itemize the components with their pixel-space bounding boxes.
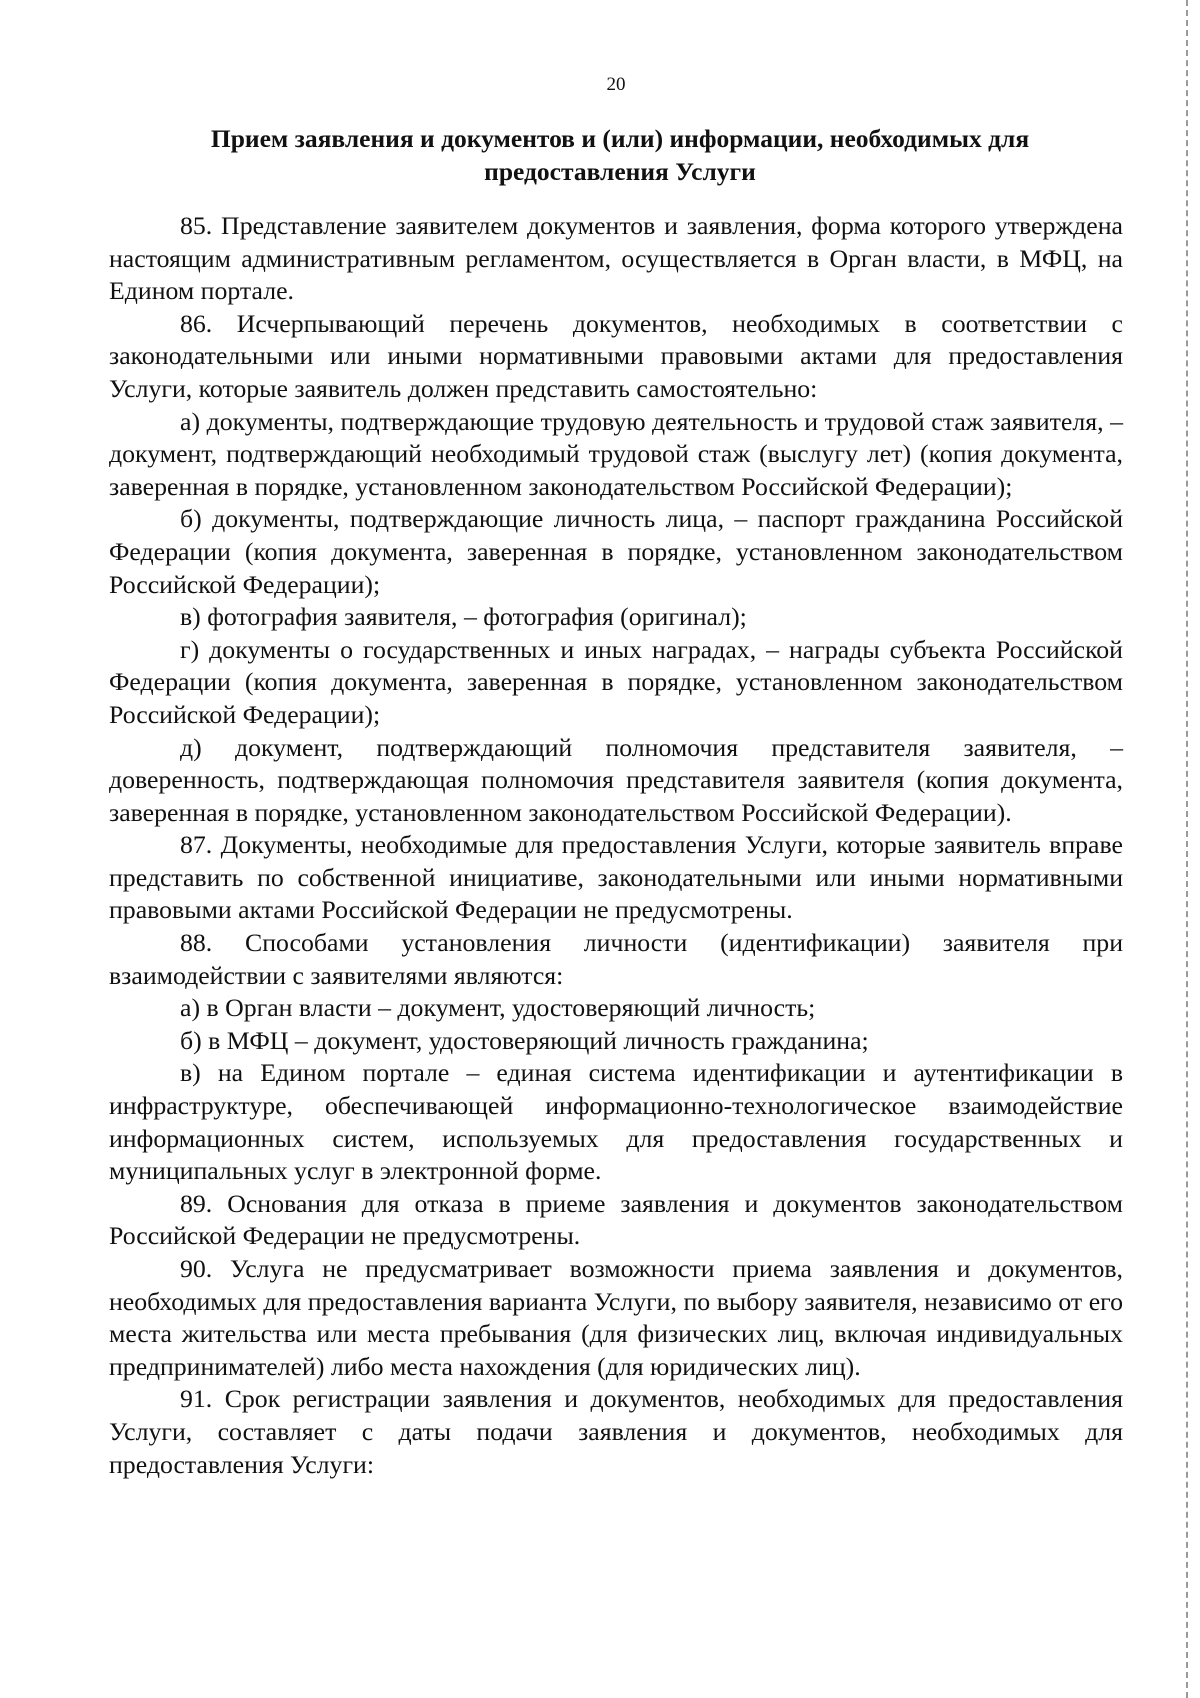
paragraph-88-item-b: б) в МФЦ – документ, удостоверяющий личность гражданина; — [180, 1025, 869, 1055]
paragraph-91: 91. Срок регистрации заявления и документов, необходимых для предоставления Услуги, составляет с даты подачи заявления и документов, необходимых для предоставления Услуги: — [109, 1384, 1123, 1479]
paragraph-88-item-a: а) в Орган власти – документ, удостоверяющий личность; — [180, 993, 816, 1023]
section-heading: Прием заявления и документов и (или) информации, необходимых для предоставления Услуги — [210, 124, 1030, 186]
paragraph-86-item-d: д) документ, подтверждающий полномочия представителя заявителя, – доверенность, подтверждающая полномочия представителя заявителя (копия документа, заверенная в порядке, установленном законодательством Российской Федерации). — [109, 732, 1123, 827]
paragraph-87: 87. Документы, необходимые для предоставления Услуги, которые заявитель вправе представить по собственной инициативе, законодательными или иными нормативными правовыми актами Российской Федерации не предусмотрены. — [109, 830, 1123, 925]
paragraph-88-item-v: в) на Едином портале – единая система идентификации и аутентификации в инфраструктуре, обеспечивающей информационно-технологическое взаимодействие информационных систем, используемых для предоставления государственных и муниципальных услуг в электронной форме. — [109, 1058, 1123, 1186]
paragraph-86: 86. Исчерпывающий перечень документов, необходимых в соответствии с законодательными или иными нормативными правовыми актами для предоставления Услуги, которые заявитель должен представить самостоятельно: — [109, 308, 1123, 403]
paragraph-86-item-v: в) фотография заявителя, – фотография (оригинал); — [180, 602, 747, 632]
paragraph-88: 88. Способами установления личности (идентификации) заявителя при взаимодействии с заявителями являются: — [109, 928, 1123, 990]
paragraph-86-item-g: г) документы о государственных и иных наградах, – награды субъекта Российской Федерации (копия документа, заверенная в порядке, установленном законодательством Российской Федерации); — [109, 634, 1123, 729]
paragraph-89: 89. Основания для отказа в приеме заявления и документов законодательством Российской Федерации не предусмотрены. — [109, 1188, 1123, 1251]
document-body — [109, 210, 1123, 1481]
paragraph-86-item-b: б) документы, подтверждающие личность лица, – паспорт гражданина Российской Федерации (копия документа, заверенная в порядке, установленном законодательством Российской Федерации); — [109, 504, 1123, 599]
page-number: 20 — [606, 74, 626, 95]
paragraph-90: 90. Услуга не предусматривает возможности приема заявления и документов, необходимых для предоставления варианта Услуги, по выбору заявителя, независимо от его места жительства или места пребывания (для физических лиц, включая индивидуальных предпринимателей) либо места нахождения (для юридических лиц). — [109, 1254, 1123, 1381]
page-edge-divider — [1186, 0, 1188, 1698]
paragraph-85: 85. Представление заявителем документов и заявления, форма которого утверждена настоящим административным регламентом, осуществляется в Орган власти, в МФЦ, на Едином портале. — [109, 211, 1123, 306]
paragraph-86-item-a: а) документы, подтверждающие трудовую деятельность и трудовой стаж заявителя, – документ, подтверждающий необходимый трудовой стаж (выслугу лет) (копия документа, заверенная в порядке, установленном законодательством Российской Федерации); — [109, 406, 1123, 501]
